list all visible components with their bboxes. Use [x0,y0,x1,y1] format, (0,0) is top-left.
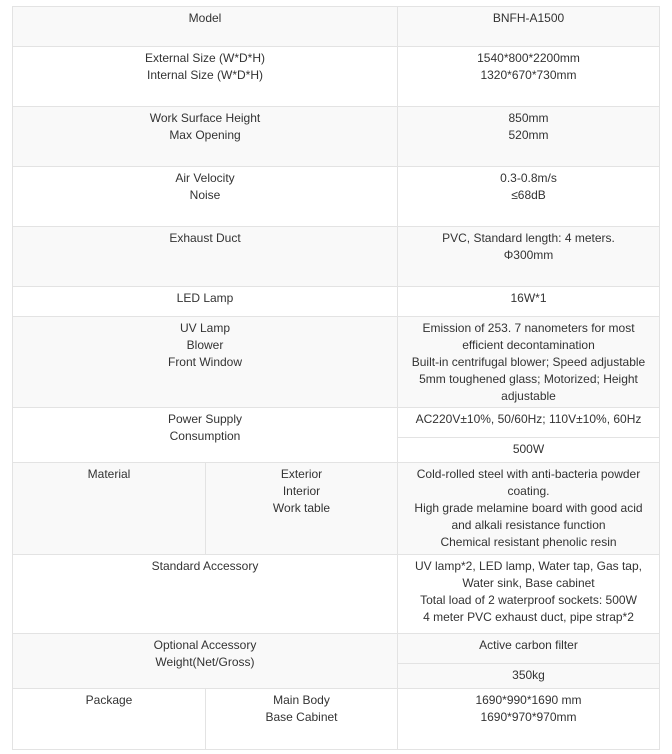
row-label: Air Velocity [175,171,235,185]
row-label: Optional Accessory [153,638,257,652]
row-label: Blower [186,338,224,352]
row-value: 5mm toughened glass; Motorized; Height [419,372,638,386]
row-value: Total load of 2 waterproof sockets: 500W [420,593,637,607]
cell-label [13,47,398,107]
table-row-model [13,7,660,47]
row-value: High grade melamine board with good acid [414,501,643,515]
row-value: ≤68dB [511,188,546,202]
cell-label [13,317,398,408]
row-value: BNFH-A1500 [492,11,565,25]
cell-value [398,689,660,750]
row-value: 520mm [508,128,549,142]
row-label: Noise [189,188,221,202]
cell-value [398,555,660,634]
row-sublabel: Base Cabinet [265,710,338,724]
row-value: 1540*800*2200mm [477,51,580,65]
cell-sublabel [206,689,398,750]
row-value: Cold-rolled steel with anti-bacteria powder [416,467,641,481]
row-sublabel: Interior [282,484,321,498]
row-value: adjustable [501,389,556,403]
cell-label [13,7,398,47]
cell-label [13,408,398,463]
row-label: Exhaust Duct [169,231,241,245]
row-value: and alkali resistance function [451,518,606,532]
row-label: UV Lamp [179,321,231,335]
cell-value [398,47,660,107]
row-label: Max Opening [169,128,241,142]
row-value: Emission of 253. 7 nanometers for most [422,321,635,335]
row-label: Standard Accessory [151,559,259,573]
row-value: 1690*990*1690 mm [475,693,582,707]
row-sublabel: Exterior [280,467,323,481]
table-row-material [13,463,660,555]
cell-label [13,555,398,634]
row-value: 1690*970*970mm [480,710,577,724]
row-value: Built-in centrifugal blower; Speed adjustable [411,355,646,369]
row-label: Weight(Net/Gross) [155,655,255,669]
row-label: External Size (W*D*H) [144,51,266,65]
table-row-duct [13,227,660,287]
row-value: 350kg [512,668,545,682]
row-value: 500W [512,442,545,456]
row-value: PVC, Standard length: 4 meters. [442,231,615,245]
cell-label [13,634,398,689]
cell-value [398,408,660,438]
cell-label [13,463,206,555]
row-sublabel: Work table [272,501,331,515]
cell-value [398,634,660,664]
cell-label [13,107,398,167]
row-value: 1320*670*730mm [480,68,577,82]
row-label: Package [85,693,133,707]
cell-value [398,167,660,227]
row-value: Φ300mm [503,248,554,262]
cell-value [398,438,660,463]
cell-value [398,463,660,555]
table-row-optional [13,634,660,664]
cell-value [398,107,660,167]
table-row-uv [13,317,660,408]
row-label: Power Supply [167,412,243,426]
row-value: Water sink, Base cabinet [462,576,595,590]
row-label: Consumption [169,429,241,443]
row-label: Work Surface Height [149,111,261,125]
row-label: Front Window [167,355,243,369]
table-row-power [13,408,660,438]
row-label: Material [87,467,131,481]
row-sublabel: Main Body [273,693,330,707]
row-value: efficient decontamination [462,338,595,352]
cell-value [398,317,660,408]
cell-value [398,664,660,689]
row-label: LED Lamp [176,291,234,305]
row-value: coating. [507,484,550,498]
cell-label [13,689,206,750]
row-value: Active carbon filter [479,638,578,652]
table-row-size [13,47,660,107]
row-label: Internal Size (W*D*H) [146,68,264,82]
row-value: AC220V±10%, 50/60Hz; 110V±10%, 60Hz [415,412,642,426]
row-value: UV lamp*2, LED lamp, Water tap, Gas tap, [415,559,642,573]
table-row-led [13,287,660,317]
row-value: 16W*1 [510,291,547,305]
row-label: Model [188,11,222,25]
cell-value [398,287,660,317]
row-value: 4 meter PVC exhaust duct, pipe strap*2 [423,610,634,624]
row-value: 850mm [508,111,549,125]
row-value: Chemical resistant phenolic resin [440,535,617,549]
cell-label [13,167,398,227]
table-row-accessory [13,555,660,634]
table-row-air [13,167,660,227]
cell-value [398,227,660,287]
table-row-height [13,107,660,167]
spec-table [12,6,660,750]
cell-label [13,227,398,287]
row-value: 0.3-0.8m/s [500,171,557,185]
table-row-package [13,689,660,750]
cell-value [398,7,660,47]
cell-sublabel [206,463,398,555]
cell-label [13,287,398,317]
